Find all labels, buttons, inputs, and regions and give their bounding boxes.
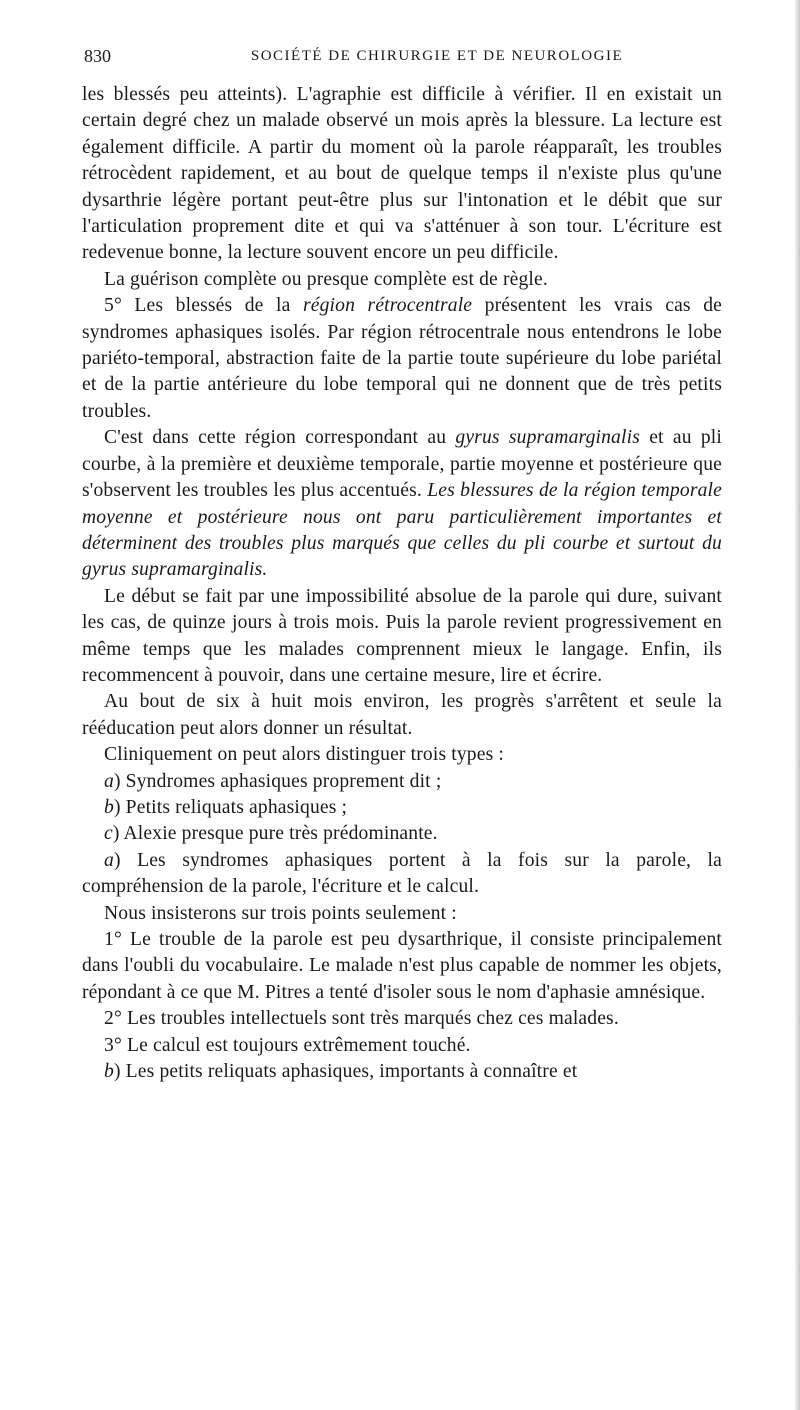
italic-term: gyrus supramarginalis bbox=[455, 427, 640, 449]
italic-emphasis: Les blessures de la région temporale moyenne et postérieure nous ont paru particulièrement importantes et déterminent des troubles plus marqués que celles du pli courbe et surtout du gyrus supramarginalis. bbox=[82, 480, 722, 581]
list-letter: c bbox=[104, 823, 113, 845]
list-letter: a bbox=[104, 770, 114, 792]
page-number: 830 bbox=[84, 46, 111, 66]
list-item bbox=[82, 795, 722, 821]
paragraph: La guérison complète ou presque complète est de règle. bbox=[104, 268, 548, 290]
paragraph: 1° Le trouble de la parole est peu dysarthrique, il consiste principalement dans l'oubli du vocabulaire. Le malade n'est plus capable de nommer les objets, répondant à ce que M. Pitres a tenté d'isoler sous le nom d'aphasie amnésique. bbox=[82, 929, 722, 1003]
text-run: ) Syndromes aphasiques proprement dit ; bbox=[113, 770, 442, 792]
list-item bbox=[82, 769, 722, 795]
paragraph bbox=[82, 425, 722, 583]
list-item bbox=[82, 821, 722, 847]
page-header bbox=[82, 40, 722, 82]
running-title: SOCIÉTÉ DE CHIRURGIE ET DE NEUROLOGIE bbox=[250, 48, 624, 64]
text-run: ) Petits reliquats aphasiques ; bbox=[113, 796, 348, 818]
paragraph: les blessés peu atteints). L'agraphie est difficile à vérifier. Il en existait un certain degré chez un malade observé un mois après la blessure. La lecture est également difficile. A partir du moment où la parole réapparaît, les troubles rétrocèdent rapidement, et au bout de quelque temps il n'existe plus qu'une dysarthrie légère portant peut-être plus sur l'intonation et le débit que sur l'articulation proprement dite et qui va s'atténuer à son tour. L'écriture est redevenue bonne, la lecture souvent encore un peu difficile. bbox=[82, 84, 722, 264]
text-run: ) Alexie presque pure très prédominante. bbox=[112, 823, 438, 845]
list-letter: b bbox=[104, 1061, 114, 1083]
paragraph: 3° Le calcul est toujours extrêmement touché. bbox=[104, 1034, 471, 1056]
paragraph bbox=[82, 1059, 722, 1085]
paragraph: 2° Les troubles intellectuels sont très marqués chez ces malades. bbox=[104, 1008, 619, 1030]
paragraph bbox=[82, 293, 722, 425]
page bbox=[82, 0, 722, 1085]
list-letter: b bbox=[104, 796, 114, 818]
text-run: ) Les syndromes aphasiques portent à la fois sur la parole, la compréhension de la parole, l'écriture et le calcul. bbox=[82, 849, 722, 898]
paragraph: Nous insisterons sur trois points seulement : bbox=[104, 902, 457, 924]
paragraph: Au bout de six à huit mois environ, les progrès s'arrêtent et seule la rééducation peut alors donner un résultat. bbox=[82, 691, 722, 739]
text-run: présentent les vrais cas de syndromes aphasiques isolés. Par région rétrocentrale nous entendrons le lobe pariéto-temporal, abstraction faite de la partie toute supérieure du lobe pariétal et de la partie antérieure du lobe temporal qui ne donnent que de très petits troubles. bbox=[82, 295, 722, 422]
paragraph bbox=[82, 848, 722, 901]
paragraph: Le début se fait par une impossibilité absolue de la parole qui dure, suivant les cas, de quinze jours à trois mois. Puis la parole revient progressivement en même temps que les malades comprennent mieux le langage. Enfin, ils recommencent à pouvoir, dans une certaine mesure, lire et écrire. bbox=[82, 585, 722, 686]
paragraph: Cliniquement on peut alors distinguer trois types : bbox=[104, 744, 505, 766]
article-body bbox=[82, 82, 722, 1085]
text-run: et au pli courbe, à la première et deuxième temporale, partie moyenne et postérieure que s'observent les troubles les plus accentués. bbox=[82, 427, 722, 502]
text-run: ) Les petits reliquats aphasiques, importants à connaître et bbox=[113, 1061, 578, 1083]
page-edge-shadow bbox=[794, 0, 800, 1410]
text-run: 5° Les blessés de la bbox=[104, 295, 303, 317]
text-run: C'est dans cette région correspondant au bbox=[104, 427, 456, 449]
list-letter: a bbox=[104, 849, 114, 871]
italic-term: région rétrocentrale bbox=[302, 295, 473, 317]
